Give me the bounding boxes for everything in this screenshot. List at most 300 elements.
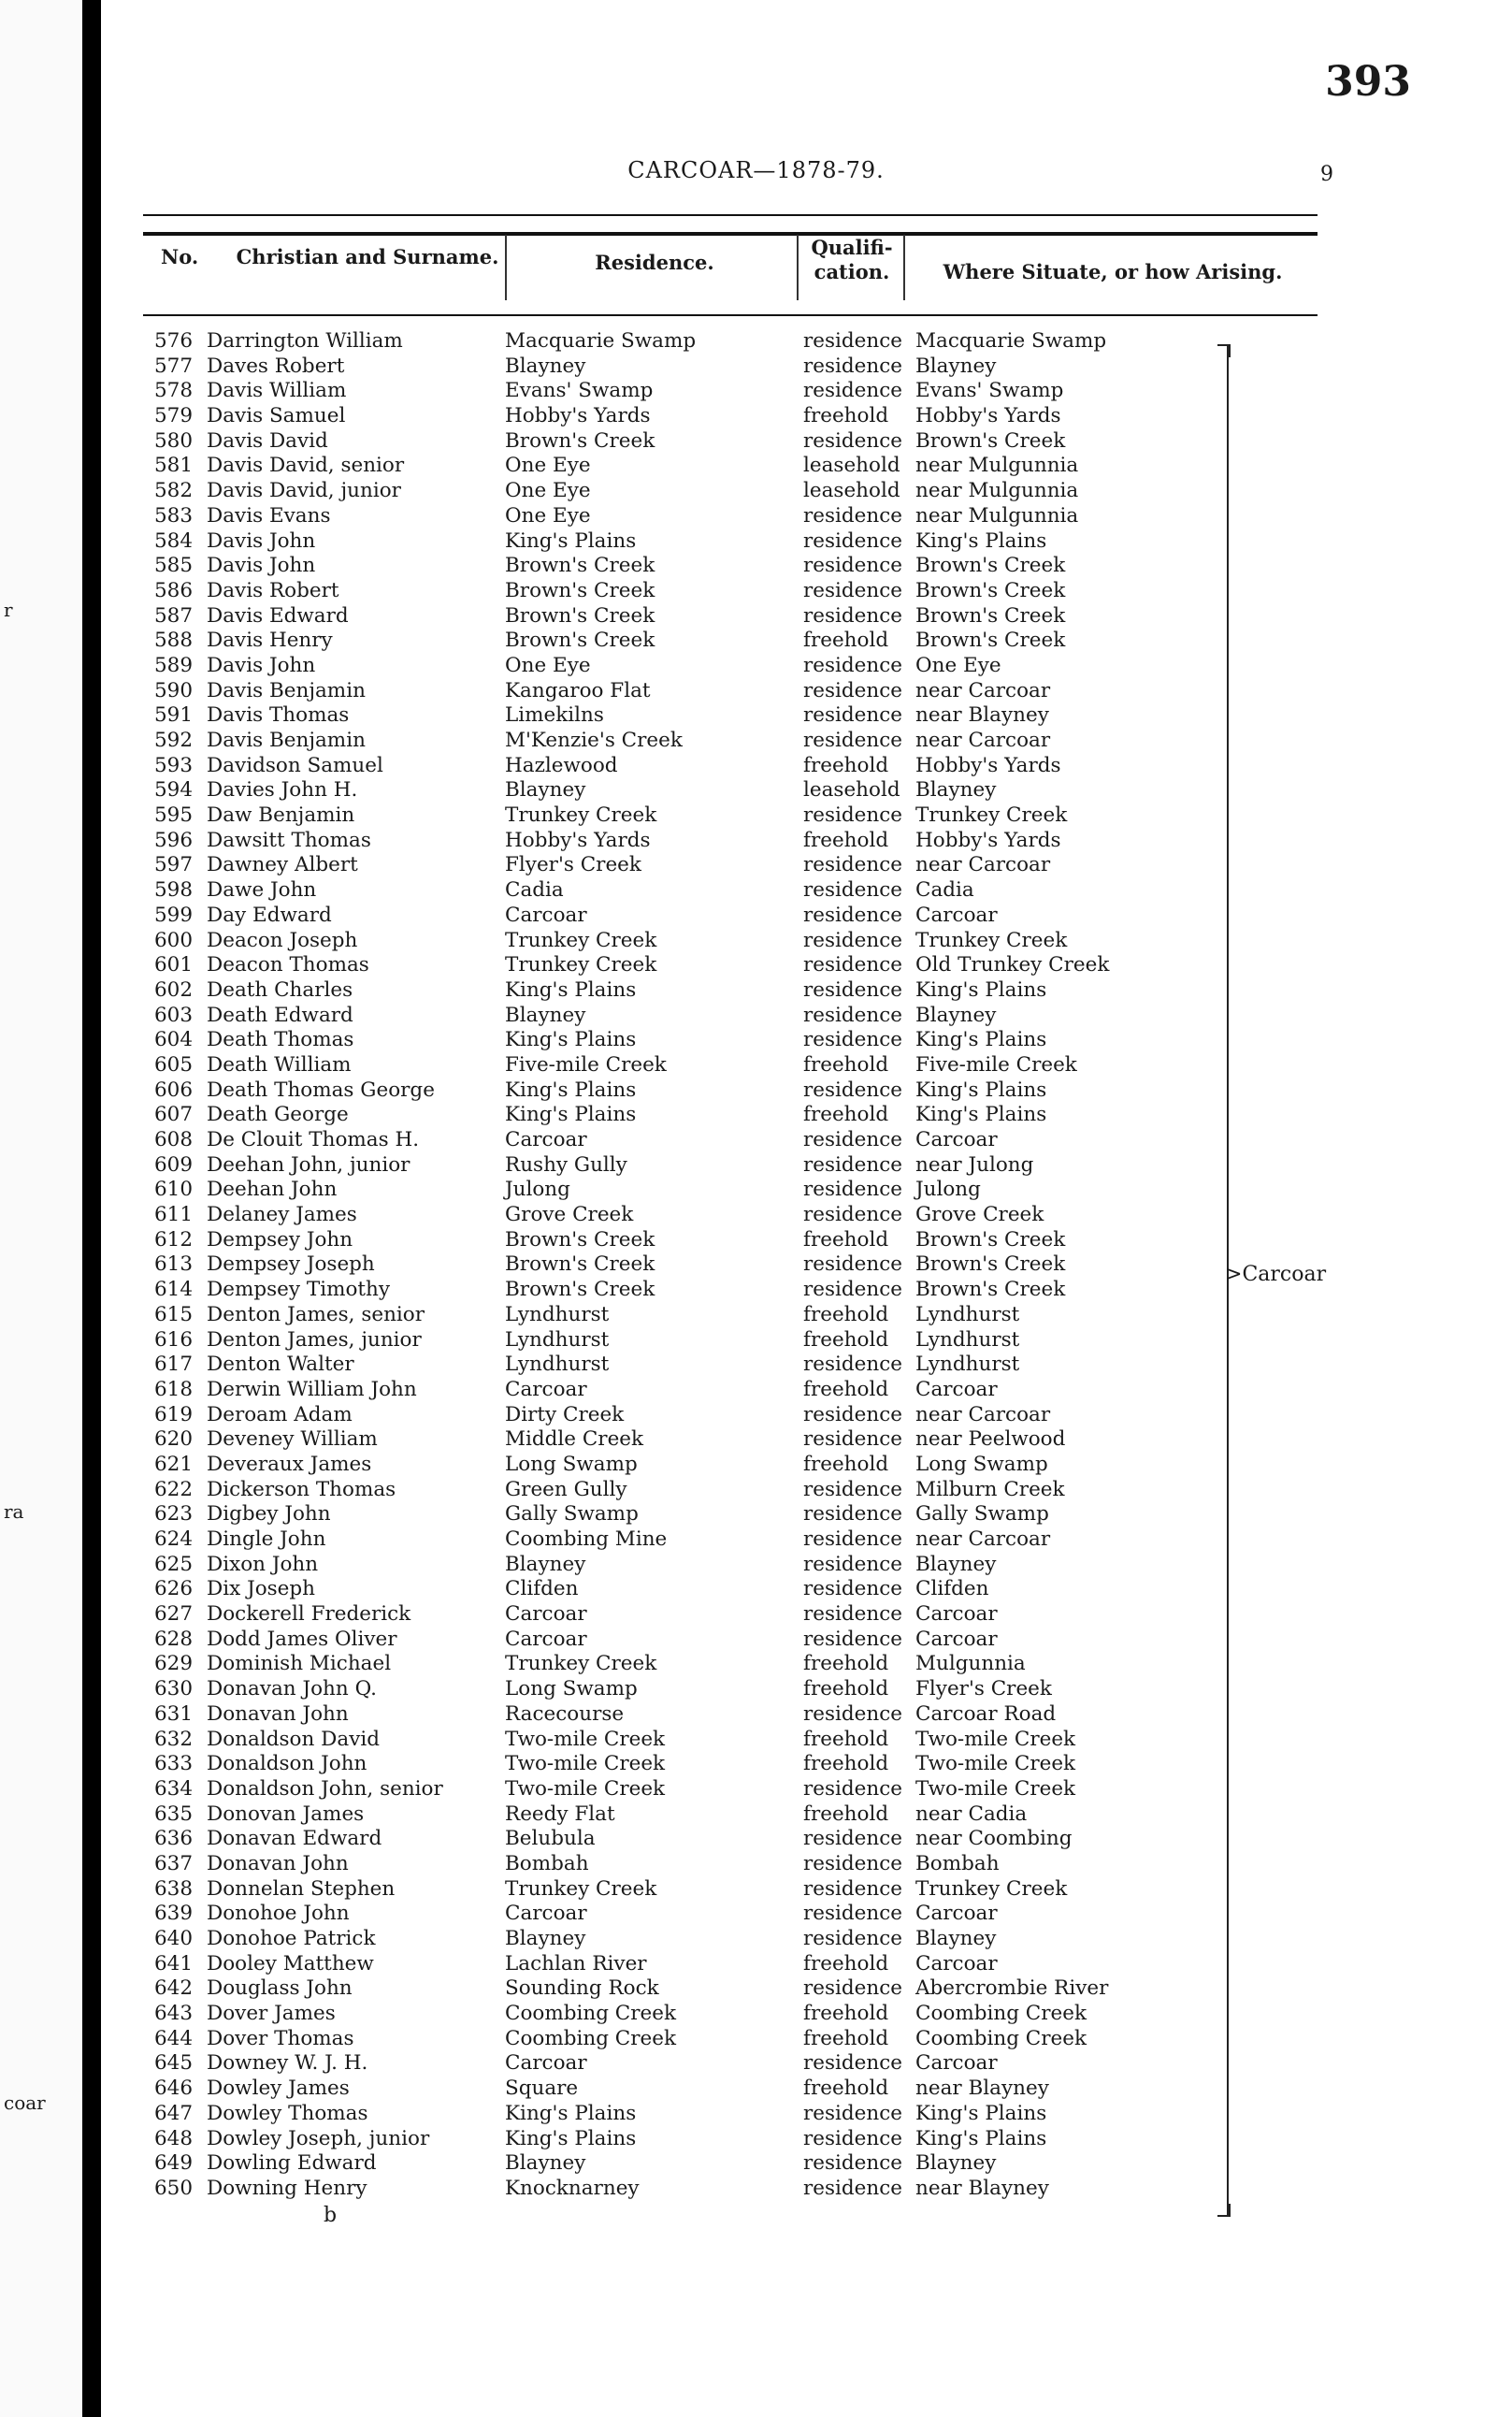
qualification: residence — [803, 653, 903, 677]
table-row — [143, 703, 1318, 729]
elector-name: Dingle John — [207, 1527, 326, 1551]
elector-name: Donnelan Stephen — [207, 1876, 396, 1901]
table-row — [143, 1927, 1318, 1952]
where-situate: near Carcoar — [915, 678, 1051, 702]
qualification: residence — [803, 1552, 903, 1576]
where-situate: King's Plains — [915, 2101, 1047, 2125]
residence: Cadia — [505, 878, 564, 903]
where-situate: Lyndhurst — [915, 1302, 1020, 1326]
row-number: 583 — [154, 503, 194, 528]
residence: Macquarie Swamp — [505, 329, 697, 353]
where-situate: King's Plains — [915, 977, 1047, 1002]
residence: Blayney — [505, 1552, 586, 1576]
where-situate: Carcoar — [915, 903, 998, 927]
qualification: residence — [803, 1577, 903, 1601]
where-situate: Brown's Creek — [915, 603, 1066, 628]
residence: Lachlan River — [505, 1951, 647, 1976]
residence: King's Plains — [505, 2126, 637, 2150]
qualification: residence — [803, 379, 903, 403]
where-situate: Carcoar — [915, 1627, 998, 1651]
residence: Two-mile Creek — [505, 1727, 666, 1751]
row-number: 601 — [154, 953, 194, 977]
row-number: 586 — [154, 578, 194, 602]
residence: Carcoar — [505, 1627, 587, 1651]
table-header-bottom-rule — [143, 314, 1318, 316]
residence: Square — [505, 2077, 579, 2101]
row-number: 611 — [154, 1203, 194, 1227]
qualification: freehold — [803, 1951, 889, 1976]
residence: Hobby's Yards — [505, 404, 651, 428]
qualification: freehold — [803, 1677, 889, 1701]
table-row — [143, 1553, 1318, 1578]
where-situate: King's Plains — [915, 1078, 1047, 1102]
residence: One Eye — [505, 503, 591, 528]
table-row — [143, 878, 1318, 904]
row-number: 634 — [154, 1776, 194, 1801]
table-row — [143, 1053, 1318, 1078]
row-number: 617 — [154, 1353, 194, 1377]
row-number: 581 — [154, 454, 194, 478]
where-situate: Trunkey Creek — [915, 1876, 1068, 1901]
row-number: 646 — [154, 2077, 194, 2101]
qualification: residence — [803, 1028, 903, 1052]
elector-name: Deehan John, junior — [207, 1152, 410, 1177]
residence: Brown's Creek — [505, 603, 655, 628]
residence: King's Plains — [505, 1078, 637, 1102]
residence: Coombing Mine — [505, 1527, 668, 1551]
qualification: residence — [803, 1527, 903, 1551]
qualification: residence — [803, 2176, 903, 2200]
where-situate: Carcoar — [915, 1377, 998, 1401]
elector-name: Denton Walter — [207, 1353, 354, 1377]
qualification: residence — [803, 1902, 903, 1926]
residence: Blayney — [505, 1003, 586, 1027]
table-row — [143, 1378, 1318, 1403]
residence: Long Swamp — [505, 1677, 638, 1701]
where-situate: Blayney — [915, 778, 997, 803]
qualification: residence — [803, 428, 903, 453]
where-situate: Brown's Creek — [915, 1278, 1066, 1302]
where-situate: near Cadia — [915, 1802, 1028, 1826]
row-number: 589 — [154, 653, 194, 677]
table-row — [143, 1228, 1318, 1253]
row-number: 631 — [154, 1701, 194, 1726]
row-number: 642 — [154, 1976, 194, 2001]
residence: Lyndhurst — [505, 1327, 610, 1352]
elector-name: Davis John — [207, 528, 316, 553]
elector-name: Dominish Michael — [207, 1652, 392, 1676]
where-situate: Carcoar — [915, 1902, 998, 1926]
qualification: leasehold — [803, 479, 900, 503]
qualification: residence — [803, 1152, 903, 1177]
row-number: 578 — [154, 379, 194, 403]
row-number: 622 — [154, 1477, 194, 1501]
residence: Kangaroo Flat — [505, 678, 651, 702]
qualification: residence — [803, 1203, 903, 1227]
residence: Lyndhurst — [505, 1302, 610, 1326]
row-number: 588 — [154, 629, 194, 653]
elector-name: Davis Thomas — [207, 703, 350, 728]
where-situate: Clifden — [915, 1577, 989, 1601]
qualification: residence — [803, 1353, 903, 1377]
row-number: 616 — [154, 1327, 194, 1352]
where-situate: near Carcoar — [915, 729, 1051, 752]
residence: King's Plains — [505, 1103, 637, 1127]
residence: Carcoar — [505, 903, 587, 927]
table-row — [143, 1252, 1318, 1278]
row-number: 608 — [154, 1128, 194, 1151]
elector-name: Dix Joseph — [207, 1577, 316, 1601]
where-situate: Grove Creek — [915, 1203, 1044, 1227]
elector-name: Donavan Edward — [207, 1827, 382, 1851]
row-number: 602 — [154, 977, 194, 1002]
sheet-number: 9 — [1320, 163, 1333, 186]
elector-name: Davis David — [207, 428, 328, 453]
row-number: 643 — [154, 2002, 194, 2026]
row-number: 618 — [154, 1377, 194, 1401]
column-divider — [797, 235, 799, 300]
table-row — [143, 1976, 1318, 2002]
where-situate: near Carcoar — [915, 1402, 1051, 1426]
where-situate: near Peelwood — [915, 1427, 1066, 1452]
table-row — [143, 1628, 1318, 1653]
residence: Grove Creek — [505, 1203, 634, 1227]
elector-name: Dooley Matthew — [207, 1951, 374, 1976]
residence: One Eye — [505, 653, 591, 677]
elector-name: Deroam Adam — [207, 1402, 353, 1426]
elector-name: Death Charles — [207, 977, 353, 1002]
residence: Trunkey Creek — [505, 1652, 657, 1676]
elector-name: Death William — [207, 1052, 352, 1077]
residence: Sounding Rock — [505, 1976, 659, 2001]
residence: Carcoar — [505, 1128, 587, 1151]
table-row — [143, 429, 1318, 455]
table-row — [143, 1103, 1318, 1128]
elector-name: Davis Evans — [207, 503, 331, 528]
table-row — [143, 1877, 1318, 1903]
qualification: residence — [803, 578, 903, 602]
where-situate: Carcoar — [915, 1602, 998, 1627]
row-number: 580 — [154, 428, 194, 453]
table-row — [143, 2151, 1318, 2177]
residence: M'Kenzie's Creek — [505, 729, 683, 752]
row-number: 641 — [154, 1951, 194, 1976]
elector-name: Denton James, junior — [207, 1327, 422, 1352]
residence: Reedy Flat — [505, 1802, 615, 1826]
residence: Carcoar — [505, 1602, 587, 1627]
qualification: residence — [803, 603, 903, 628]
qualification: residence — [803, 1851, 903, 1875]
residence: Brown's Creek — [505, 1227, 655, 1252]
residence: Brown's Creek — [505, 578, 655, 602]
elector-name: Downing Henry — [207, 2176, 367, 2200]
residence: Two-mile Creek — [505, 1776, 666, 1801]
row-number: 620 — [154, 1427, 194, 1452]
table-row — [143, 2102, 1318, 2127]
row-number: 635 — [154, 1802, 194, 1826]
where-situate: near Mulgunnia — [915, 503, 1079, 528]
residence: Gally Swamp — [505, 1502, 639, 1527]
residence: King's Plains — [505, 977, 637, 1002]
row-number: 625 — [154, 1552, 194, 1576]
elector-name: Delaney James — [207, 1203, 357, 1227]
row-number: 630 — [154, 1677, 194, 1701]
column-divider — [505, 235, 507, 300]
qualification: residence — [803, 703, 903, 728]
where-situate: near Coombing — [915, 1827, 1073, 1851]
elector-name: Donohoe John — [207, 1902, 350, 1926]
qualification: freehold — [803, 1802, 889, 1826]
where-situate: Flyer's Creek — [915, 1677, 1052, 1701]
table-row — [143, 1728, 1318, 1753]
table-row — [143, 1303, 1318, 1328]
row-number: 598 — [154, 878, 194, 903]
residence: One Eye — [505, 454, 591, 478]
elector-name: Davis William — [207, 379, 347, 403]
qualification: residence — [803, 1402, 903, 1426]
where-situate: Abercrombie River — [915, 1976, 1109, 2001]
residence: Long Swamp — [505, 1452, 638, 1476]
residence: Blayney — [505, 2151, 586, 2176]
where-situate: Two-mile Creek — [915, 1727, 1076, 1751]
table-row — [143, 1802, 1318, 1828]
row-number: 610 — [154, 1178, 194, 1202]
elector-name: Darrington William — [207, 329, 403, 353]
where-situate: Five-mile Creek — [915, 1052, 1077, 1077]
qualification: freehold — [803, 629, 889, 653]
where-situate: near Mulgunnia — [915, 479, 1079, 503]
where-situate: Two-mile Creek — [915, 1752, 1076, 1776]
residence: Julong — [505, 1178, 570, 1202]
qualification: freehold — [803, 1452, 889, 1476]
residence: Brown's Creek — [505, 428, 655, 453]
residence: Hobby's Yards — [505, 828, 651, 852]
elector-name: Dempsey Timothy — [207, 1278, 391, 1302]
qualification: residence — [803, 678, 903, 702]
residence: Blayney — [505, 778, 586, 803]
elector-name: Downey W. J. H. — [207, 2051, 368, 2076]
elector-name: Death Thomas — [207, 1028, 354, 1052]
where-situate: King's Plains — [915, 2126, 1047, 2150]
elector-name: Deacon Joseph — [207, 928, 358, 952]
elector-name: Dawe John — [207, 878, 317, 903]
elector-name: Davis David, senior — [207, 454, 405, 478]
where-situate: Coombing Creek — [915, 2026, 1087, 2050]
where-situate: Coombing Creek — [915, 2002, 1087, 2026]
residence: Limekilns — [505, 703, 604, 728]
row-number: 645 — [154, 2051, 194, 2076]
elector-name: Davis John — [207, 554, 316, 578]
elector-name: Dowley Thomas — [207, 2101, 368, 2125]
elector-name: Donovan James — [207, 1802, 365, 1826]
table-row — [143, 978, 1318, 1004]
row-number: 600 — [154, 928, 194, 952]
where-situate: near Mulgunnia — [915, 454, 1079, 478]
row-number: 576 — [154, 329, 194, 353]
row-number: 628 — [154, 1627, 194, 1651]
table-row — [143, 404, 1318, 429]
residence: Lyndhurst — [505, 1353, 610, 1377]
residence: King's Plains — [505, 1028, 637, 1052]
qualification: residence — [803, 928, 903, 952]
where-situate: Long Swamp — [915, 1452, 1048, 1476]
elector-name: Dodd James Oliver — [207, 1627, 397, 1651]
where-situate: near Julong — [915, 1152, 1034, 1177]
residence: Trunkey Creek — [505, 928, 657, 952]
table-row — [143, 1577, 1318, 1602]
table-row — [143, 1652, 1318, 1677]
qualification: residence — [803, 2151, 903, 2176]
elector-name: Davidson Samuel — [207, 753, 383, 777]
elector-name: Dempsey John — [207, 1227, 353, 1252]
where-situate: Two-mile Creek — [915, 1776, 1076, 1801]
elector-name: Deacon Thomas — [207, 953, 369, 977]
qualification: freehold — [803, 753, 889, 777]
page-number: 393 — [1325, 58, 1411, 106]
row-number: 648 — [154, 2126, 194, 2150]
table-row — [143, 1602, 1318, 1628]
where-situate: Hobby's Yards — [915, 753, 1061, 777]
where-situate: Carcoar — [915, 1951, 998, 1976]
qualification: residence — [803, 1003, 903, 1027]
residence: Middle Creek — [505, 1427, 644, 1452]
residence: Coombing Creek — [505, 2002, 677, 2026]
row-number: 636 — [154, 1827, 194, 1851]
residence: Trunkey Creek — [505, 953, 657, 977]
residence: Brown's Creek — [505, 1252, 655, 1277]
qualification: residence — [803, 903, 903, 927]
qualification: residence — [803, 1278, 903, 1302]
where-situate: Carcoar Road — [915, 1701, 1057, 1726]
table-row — [143, 604, 1318, 630]
where-situate: near Carcoar — [915, 853, 1051, 877]
elector-name: De Clouit Thomas H. — [207, 1128, 420, 1151]
elector-name: Daw Benjamin — [207, 803, 355, 828]
row-number: 613 — [154, 1252, 194, 1277]
row-number: 615 — [154, 1302, 194, 1326]
residence: King's Plains — [505, 2101, 637, 2125]
elector-name: Deveraux James — [207, 1452, 372, 1476]
margin-note-2: ra — [4, 1500, 24, 1523]
row-number: 590 — [154, 678, 194, 702]
elector-name: Denton James, senior — [207, 1302, 425, 1326]
elector-name: Death Thomas George — [207, 1078, 435, 1102]
elector-name: Day Edward — [207, 903, 332, 927]
residence: King's Plains — [505, 528, 637, 553]
table-row — [143, 1952, 1318, 1977]
elector-name: Dowley James — [207, 2077, 350, 2101]
row-number: 624 — [154, 1527, 194, 1551]
where-situate: King's Plains — [915, 1028, 1047, 1052]
table-row — [143, 454, 1318, 479]
elector-name: Daves Robert — [207, 354, 345, 378]
residence: Blayney — [505, 354, 586, 378]
table-row — [143, 1004, 1318, 1029]
residence: Five-mile Creek — [505, 1052, 667, 1077]
row-number: 591 — [154, 703, 194, 728]
table-row — [143, 629, 1318, 654]
elector-name: Dixon John — [207, 1552, 319, 1576]
table-row — [143, 1752, 1318, 1777]
qualification: freehold — [803, 1752, 889, 1776]
where-situate: Blayney — [915, 2151, 997, 2176]
qualification: freehold — [803, 1652, 889, 1676]
row-number: 604 — [154, 1028, 194, 1052]
table-row — [143, 355, 1318, 380]
qualification: freehold — [803, 1327, 889, 1352]
qualification: residence — [803, 2126, 903, 2150]
table-row — [143, 2051, 1318, 2077]
residence: Brown's Creek — [505, 1278, 655, 1302]
table-row — [143, 1502, 1318, 1527]
row-number: 612 — [154, 1227, 194, 1252]
table-row — [143, 754, 1318, 779]
row-number: 595 — [154, 803, 194, 828]
elector-name: Davis John — [207, 653, 316, 677]
qualification: residence — [803, 1427, 903, 1452]
qualification: residence — [803, 528, 903, 553]
residence: Two-mile Creek — [505, 1752, 666, 1776]
qualification: residence — [803, 729, 903, 752]
elector-name: Douglass John — [207, 1976, 353, 2001]
table-row — [143, 1353, 1318, 1378]
where-situate: Brown's Creek — [915, 428, 1066, 453]
table-row — [143, 929, 1318, 954]
elector-name: Donavan John — [207, 1701, 349, 1726]
residence: Blayney — [505, 1927, 586, 1950]
elector-name: Donohoe Patrick — [207, 1927, 376, 1950]
table-row — [143, 654, 1318, 679]
table-row — [143, 1677, 1318, 1702]
margin-note-3: coar — [4, 2091, 46, 2114]
residence: Coombing Creek — [505, 2026, 677, 2050]
residence: Racecourse — [505, 1701, 625, 1726]
elector-name: Death George — [207, 1103, 349, 1127]
row-number: 644 — [154, 2026, 194, 2050]
qualification: residence — [803, 953, 903, 977]
row-number: 650 — [154, 2176, 194, 2200]
where-situate: Brown's Creek — [915, 629, 1066, 653]
row-number: 633 — [154, 1752, 194, 1776]
qualification: leasehold — [803, 778, 900, 803]
elector-name: Deehan John — [207, 1178, 338, 1202]
row-number: 597 — [154, 853, 194, 877]
elector-name: Davis Samuel — [207, 404, 346, 428]
row-number: 582 — [154, 479, 194, 503]
elector-name: Davis Henry — [207, 629, 333, 653]
column-header-qualification: Qualifi- cation. — [811, 236, 893, 283]
elector-name: Davis Benjamin — [207, 678, 366, 702]
table-row — [143, 1403, 1318, 1428]
table-row — [143, 1702, 1318, 1728]
table-row — [143, 2177, 1318, 2202]
qualification: residence — [803, 1178, 903, 1202]
table-row — [143, 1478, 1318, 1503]
residence: Green Gully — [505, 1477, 627, 1501]
row-number: 629 — [154, 1652, 194, 1676]
residence: Carcoar — [505, 1377, 587, 1401]
elector-name: Davis Edward — [207, 603, 349, 628]
qualification: freehold — [803, 1227, 889, 1252]
brace-bottom — [1217, 2204, 1231, 2217]
qualification: freehold — [803, 2026, 889, 2050]
elector-name: Donaldson David — [207, 1727, 380, 1751]
where-situate: Mulgunnia — [915, 1652, 1026, 1676]
elector-name: Davis Robert — [207, 578, 339, 602]
binding-edge — [82, 0, 101, 2417]
where-situate: Trunkey Creek — [915, 928, 1068, 952]
where-situate: Cadia — [915, 878, 974, 903]
